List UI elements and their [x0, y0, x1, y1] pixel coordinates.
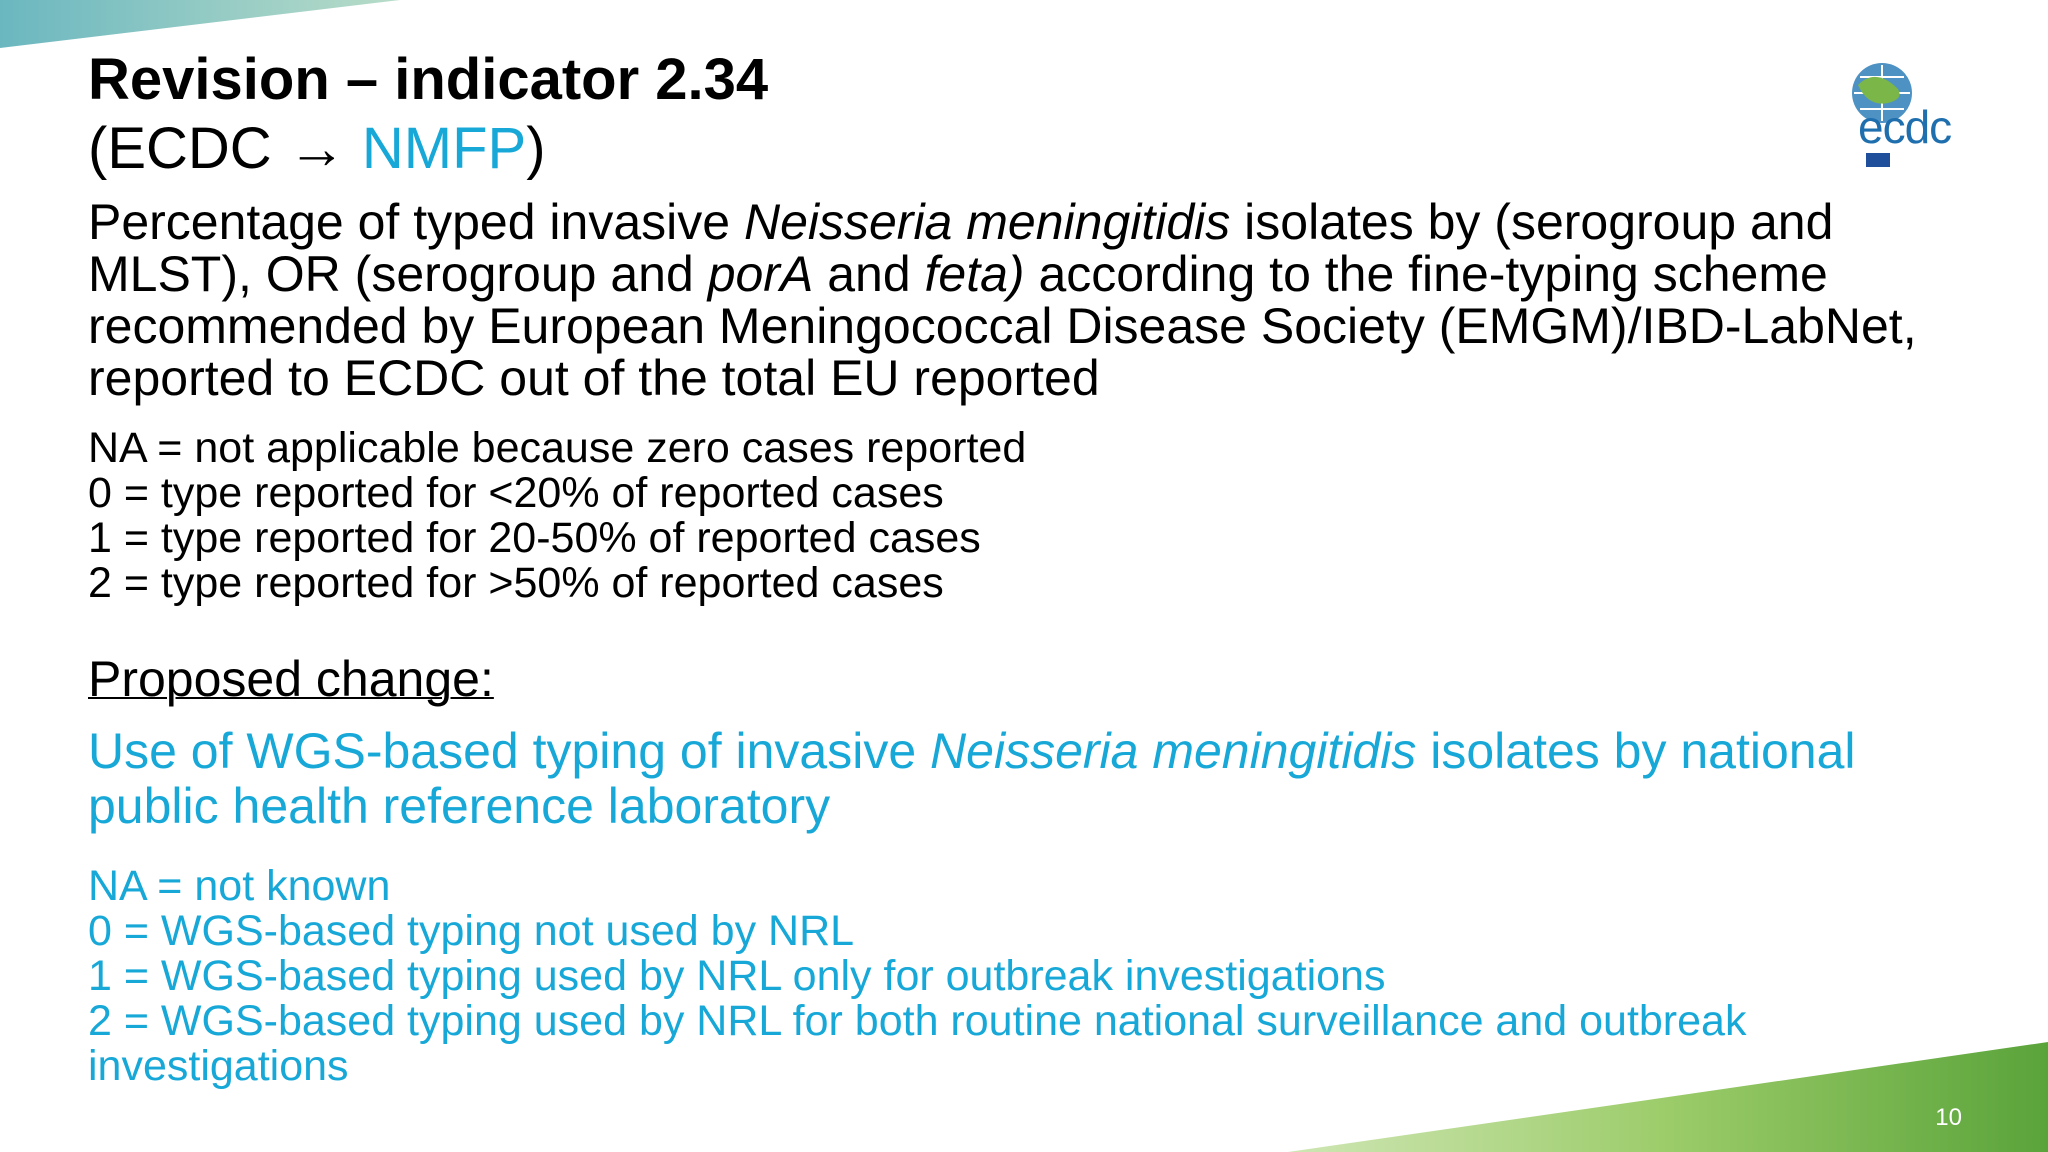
current-scale-list: [88, 426, 1948, 606]
definition-italic-2: porA: [707, 246, 814, 302]
arrow-icon: →: [287, 116, 346, 181]
list-item: NA = not applicable because zero cases reported: [88, 424, 1027, 472]
slide-content: [88, 44, 1948, 1089]
proposed-scale-list: [88, 864, 1968, 1089]
subtitle-target: NMFP: [361, 116, 527, 181]
subtitle-close: ): [526, 116, 546, 181]
proposed-text-1: Use of WGS-based typing of invasive: [88, 723, 931, 779]
list-item: 2 = WGS-based typing used by NRL for both routine national surveillance and outbreak investigations: [88, 997, 1747, 1090]
list-item: 0 = WGS-based typing not used by NRL: [88, 907, 855, 955]
subtitle-source: (ECDC: [88, 116, 288, 181]
proposed-change: [88, 724, 1968, 834]
definition-text-2: isolates by (serogroup and MLST), OR (serogroup and: [88, 194, 1834, 302]
logo-text: ecdc: [1858, 101, 1952, 153]
indicator-definition: [88, 196, 1968, 404]
list-item: 1 = WGS-based typing used by NRL only for outbreak investigations: [88, 952, 1386, 1000]
proposed-text-2: isolates by national public health reference laboratory: [88, 723, 1856, 834]
definition-text-4: according to the fine-typing scheme recommended by European Meningococcal Disease Society (EMGM)/IBD-LabNet, reported to ECDC out of the total EU reported: [88, 246, 1917, 406]
proposed-heading: Proposed change:: [88, 651, 494, 707]
list-item: 0 = type reported for <20% of reported cases: [88, 469, 944, 517]
list-item: 2 = type reported for >50% of reported cases: [88, 559, 944, 607]
definition-text-3: and: [813, 246, 925, 302]
definition-italic-1: Neisseria meningitidis: [743, 194, 1231, 250]
list-item: NA = not known: [88, 862, 391, 910]
slide-title: Revision – indicator 2.34: [88, 47, 769, 112]
slide-subtitle: [88, 116, 1948, 182]
definition-italic-3: feta): [924, 246, 1025, 302]
page-number: 10: [1935, 1104, 1962, 1131]
proposed-italic-1: Neisseria meningitidis: [930, 723, 1417, 779]
list-item: 1 = type reported for 20-50% of reported cases: [88, 514, 981, 562]
definition-text-1: Percentage of typed invasive: [88, 194, 744, 250]
